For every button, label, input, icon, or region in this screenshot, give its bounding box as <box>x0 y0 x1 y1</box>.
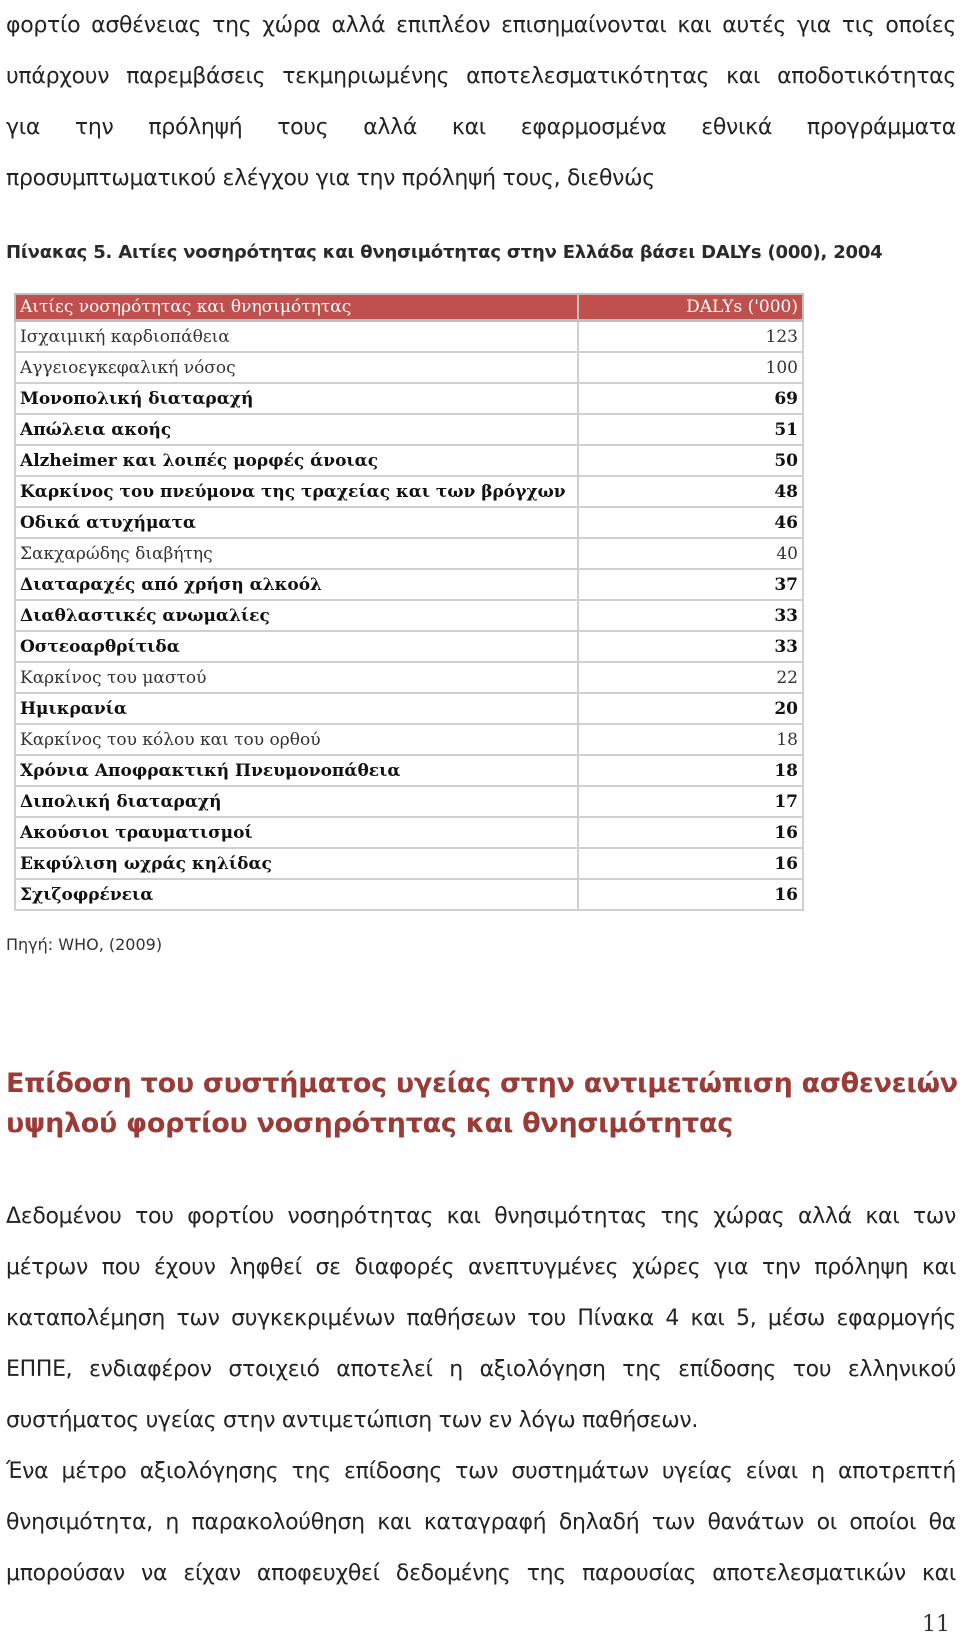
cause-cell: Οστεοαρθρίτιδα <box>15 631 578 662</box>
section-heading <box>6 1064 956 1144</box>
table-row <box>15 879 803 910</box>
body-line: μπορούσαν να είχαν αποφευχθεί δεδομένης της παρουσίας αποτελεσματικών και <box>6 1561 956 1586</box>
dalys-cell: 51 <box>578 414 803 445</box>
table-row <box>15 352 803 383</box>
dalys-cell: 33 <box>578 600 803 631</box>
cause-cell: Ισχαιμική καρδιοπάθεια <box>15 321 578 353</box>
table-row <box>15 755 803 786</box>
body-line: Ένα μέτρο αξιολόγησης της επίδοσης των συστημάτων υγείας είναι η αποτρεπτή <box>6 1459 956 1484</box>
dalys-cell: 17 <box>578 786 803 817</box>
table-row <box>15 538 803 569</box>
cause-cell: Ακούσιοι τραυματισμοί <box>15 817 578 848</box>
dalys-cell: 37 <box>578 569 803 600</box>
cause-cell: Χρόνια Αποφρακτική Πνευμονοπάθεια <box>15 755 578 786</box>
table-source: Πηγή: WHO, (2009) <box>6 935 163 954</box>
dalys-cell: 18 <box>578 724 803 755</box>
heading-line: υψηλού φορτίου νοσηρότητας και θνησιμότητας <box>6 1108 733 1139</box>
table-row <box>15 600 803 631</box>
cause-cell: Απώλεια ακοής <box>15 414 578 445</box>
table-row <box>15 724 803 755</box>
header-dalys: DALYs ('000) <box>578 294 803 321</box>
page-number: 11 <box>922 1612 950 1637</box>
dalys-cell: 16 <box>578 879 803 910</box>
dalys-cell: 48 <box>578 476 803 507</box>
body-line: μέτρων που έχουν ληφθεί σε διαφορές ανεπτυγμένες χώρες για την πρόληψη και <box>6 1255 956 1280</box>
cause-cell: Διπολική διαταραχή <box>15 786 578 817</box>
table-caption-label: Πίνακας 5. <box>6 242 113 263</box>
cause-cell: Alzheimer και λοιπές μορφές άνοιας <box>15 445 578 476</box>
table-row <box>15 476 803 507</box>
dalys-cell: 69 <box>578 383 803 414</box>
body-line: συστήματος υγείας στην αντιμετώπιση των εν λόγω παθήσεων. <box>6 1408 699 1433</box>
cause-cell: Μονοπολική διαταραχή <box>15 383 578 414</box>
dalys-table <box>14 293 804 911</box>
dalys-cell: 46 <box>578 507 803 538</box>
cause-cell: Ημικρανία <box>15 693 578 724</box>
cause-cell: Σχιζοφρένεια <box>15 879 578 910</box>
intro-paragraph <box>6 0 956 204</box>
body-line: καταπολέμηση των συγκεκριμένων παθήσεων του Πίνακα 4 και 5, μέσω εφαρμογής <box>6 1306 956 1331</box>
intro-line: για την πρόληψή τους αλλά και εφαρμοσμένα εθνικά προγράμματα <box>6 115 956 140</box>
table-caption-text: Αιτίες νοσηρότητας και θνησιμότητας στην Ελλάδα βάσει DALYs (000), 2004 <box>112 242 883 263</box>
cause-cell: Σακχαρώδης διαβήτης <box>15 538 578 569</box>
cause-cell: Εκφύλιση ωχράς κηλίδας <box>15 848 578 879</box>
cause-cell: Διαθλαστικές ανωμαλίες <box>15 600 578 631</box>
body-paragraph-2 <box>6 1446 956 1599</box>
table-row <box>15 445 803 476</box>
table-row <box>15 662 803 693</box>
cause-cell: Διαταραχές από χρήση αλκοόλ <box>15 569 578 600</box>
table-row <box>15 631 803 662</box>
table-row <box>15 786 803 817</box>
dalys-cell: 33 <box>578 631 803 662</box>
body-line: θνησιμότητα, η παρακολούθηση και καταγραφή δηλαδή των θανάτων οι οποίοι θα <box>6 1510 956 1535</box>
intro-line: προσυμπτωματικού ελέγχου για την πρόληψή τους, διεθνώς <box>6 166 655 191</box>
cause-cell: Καρκίνος του πνεύμονα της τραχείας και των βρόγχων <box>15 476 578 507</box>
cause-cell: Οδικά ατυχήματα <box>15 507 578 538</box>
dalys-cell: 16 <box>578 848 803 879</box>
table-row <box>15 693 803 724</box>
dalys-cell: 22 <box>578 662 803 693</box>
table-row <box>15 321 803 353</box>
dalys-cell: 16 <box>578 817 803 848</box>
dalys-cell: 50 <box>578 445 803 476</box>
body-line: Δεδομένου του φορτίου νοσηρότητας και θνησιμότητας της χώρας αλλά και των <box>6 1204 956 1229</box>
cause-cell: Καρκίνος του κόλου και του ορθού <box>15 724 578 755</box>
table-row <box>15 414 803 445</box>
cause-cell: Αγγειοεγκεφαλική νόσος <box>15 352 578 383</box>
intro-line: φορτίο ασθένειας της χώρα αλλά επιπλέον επισημαίνονται και αυτές για τις οποίες <box>6 13 956 38</box>
table-row <box>15 848 803 879</box>
table-row <box>15 817 803 848</box>
header-cause: Αιτίες νοσηρότητας και θνησιμότητας <box>15 294 578 321</box>
intro-line: υπάρχουν παρεμβάσεις τεκμηριωμένης αποτελεσματικότητας και αποδοτικότητας <box>6 64 956 89</box>
body-line: ΕΠΠΕ, ενδιαφέρον στοιχειό αποτελεί η αξιολόγηση της επίδοσης του ελληνικού <box>6 1357 956 1382</box>
dalys-cell: 123 <box>578 321 803 353</box>
dalys-cell: 20 <box>578 693 803 724</box>
table-header-row <box>15 294 803 321</box>
dalys-cell: 40 <box>578 538 803 569</box>
table-row <box>15 569 803 600</box>
table-row <box>15 383 803 414</box>
dalys-cell: 18 <box>578 755 803 786</box>
heading-line: Επίδοση του συστήματος υγείας στην αντιμετώπιση ασθενειών <box>6 1068 958 1099</box>
cause-cell: Καρκίνος του μαστού <box>15 662 578 693</box>
table-caption <box>6 242 883 263</box>
dalys-cell: 100 <box>578 352 803 383</box>
body-paragraph-1 <box>6 1191 956 1446</box>
table-row <box>15 507 803 538</box>
